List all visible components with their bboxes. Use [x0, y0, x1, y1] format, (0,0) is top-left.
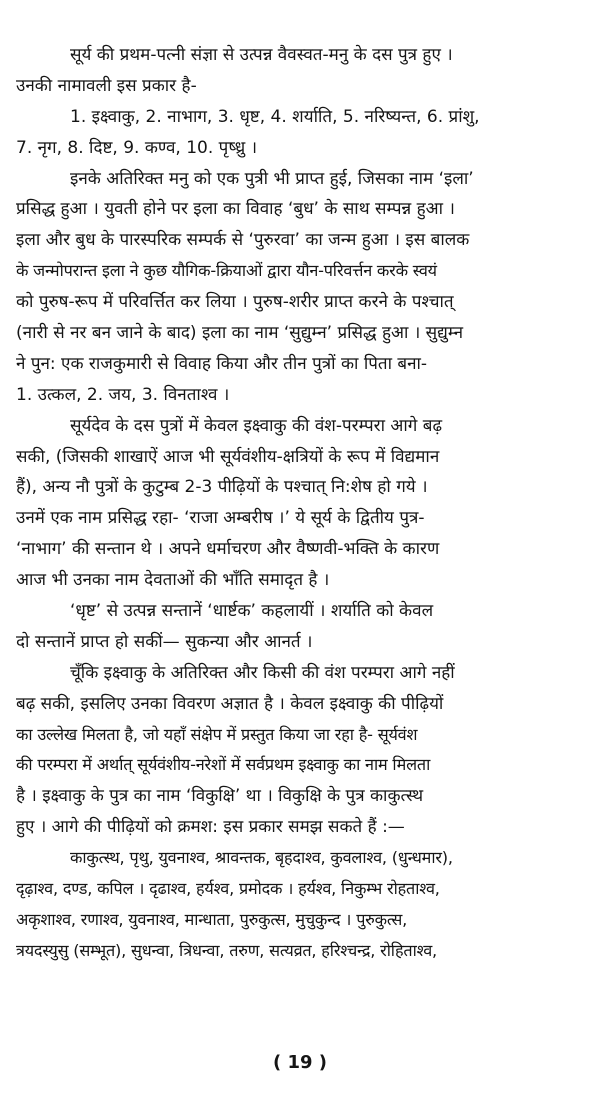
text-line: उनमें एक नाम प्रसिद्ध रहा- ‘राजा अम्बरीष ।’ ये सूर्य के द्वितीय पुत्र- [16, 508, 425, 529]
text-line: ‘नाभाग’ की सन्तान थे । अपने धर्माचरण और वैष्णवी-भक्ति के कारण [16, 539, 440, 560]
text-line: आज भी उनका नाम देवताओं की भाँति समादृत है । [16, 570, 330, 591]
text-line: अकृशाश्व, रणाश्व, युवनाश्व, मान्धाता, पुरुकुत्स, मुचुकुन्द । पुरुकुत्स, [16, 909, 408, 929]
text-line: इनके अतिरिक्त मनु को एक पुत्री भी प्राप्त हुई, जिसका नाम ‘इला’ [70, 168, 474, 189]
text-line: त्रयदस्युसु (सम्भूत), सुधन्वा, त्रिधन्वा, तरुण, सत्यव्रत, हरिश्चन्द्र, रोहिताश्व, [16, 940, 437, 960]
text-line: उनकी नामावली इस प्रकार है- [16, 75, 197, 96]
text-line: की परम्परा में अर्थात् सूर्यवंशीय-नरेशों में सर्वप्रथम इक्ष्वाकु का नाम मिलता [16, 755, 431, 775]
body-text [16, 40, 590, 967]
text-line: 1. उत्कल, 2. जय, 3. विनताश्व । [16, 384, 230, 405]
text-line: सूर्य की प्रथम-पत्नी संज्ञा से उत्पन्न वैवस्वत-मनु के दस पुत्र हुए । [70, 45, 453, 65]
text-line: ने पुन: एक राजकुमारी से विवाह किया और तीन पुत्रों का पिता बना- [16, 353, 428, 374]
text-line: सकी, (जिसकी शाखाऐं आज भी सूर्यवंशीय-क्षत्रियों के रूप में विद्यमान [16, 446, 440, 467]
page-number: ( 19 ) [272, 1052, 328, 1073]
text-line: (नारी से नर बन जाने के बाद) इला का नाम ‘सुद्युम्न’ प्रसिद्ध हुआ । सुद्युम्न [16, 323, 464, 344]
text-line: 7. नृग, 8. दिष्ट, 9. कण्व, 10. पृष्ध्रु । [16, 137, 258, 158]
text-line: हुए । आगे की पीढ़ियों को क्रमश: इस प्रकार समझ सकते हैं :— [16, 817, 405, 838]
text-line: चूँकि इक्ष्वाकु के अतिरिक्त और किसी की वंश परम्परा आगे नहीं [70, 662, 455, 683]
text-line: काकुत्स्थ, पृथु, युवनाश्व, श्रावन्तक, बृहदाश्व, कुवलाश्व, (धुन्धमार), [70, 848, 453, 868]
text-line: दृढ़ाश्व, दण्ड, कपिल । दृढाश्व, हर्यश्व, प्रमोदक । हर्यश्व, निकुम्भ रोहताश्व, [16, 879, 440, 899]
text-line: 1. इक्ष्वाकु, 2. नाभाग, 3. धृष्ट, 4. शर्याति, 5. नरिष्यन्त, 6. प्रांशु, [70, 106, 480, 127]
text-line: को पुरुष-रूप में परिवर्त्तित कर लिया । पुरुष-शरीर प्राप्त करने के पश्चात् [16, 292, 454, 313]
text-line: बढ़ सकी, इसलिए उनका विवरण अज्ञात है । केवल इक्ष्वाकु की पीढ़ियों [16, 693, 444, 714]
text-line: सूर्यदेव के दस पुत्रों में केवल इक्ष्वाकु की वंश-परम्परा आगे बढ़ [70, 415, 443, 436]
text-line: हैं), अन्य नौ पुत्रों के कुटुम्ब 2-3 पीढ़ियों के पश्चात् नि:शेष हो गये । [16, 477, 428, 498]
text-line: ‘धृष्ट’ से उत्पन्न सन्तानें ‘धार्ष्टक’ कहलायीं । शर्याति को केवल [70, 601, 434, 622]
text-line: के जन्मोपरान्त इला ने कुछ यौगिक-क्रियाओं द्वारा यौन-परिवर्त्तन करके स्वयं [16, 261, 437, 281]
text-line: का उल्लेख मिलता है, जो यहाँ संक्षेप में प्रस्तुत किया जा रहा है- सूर्यवंश [16, 724, 418, 744]
text-line: इला और बुध के पारस्परिक सम्पर्क से ‘पुरुरवा’ का जन्म हुआ । इस बालक [16, 230, 470, 251]
text-line: है । इक्ष्वाकु के पुत्र का नाम ‘विकुक्षि’ था । विकुक्षि के पुत्र काकुत्स्थ [16, 786, 424, 807]
text-line: दो सन्तानें प्राप्त हो सकीं— सुकन्या और आनर्त । [16, 631, 313, 652]
text-line: प्रसिद्ध हुआ । युवती होने पर इला का विवाह ‘बुध’ के साथ सम्पन्न हुआ । [16, 199, 455, 220]
